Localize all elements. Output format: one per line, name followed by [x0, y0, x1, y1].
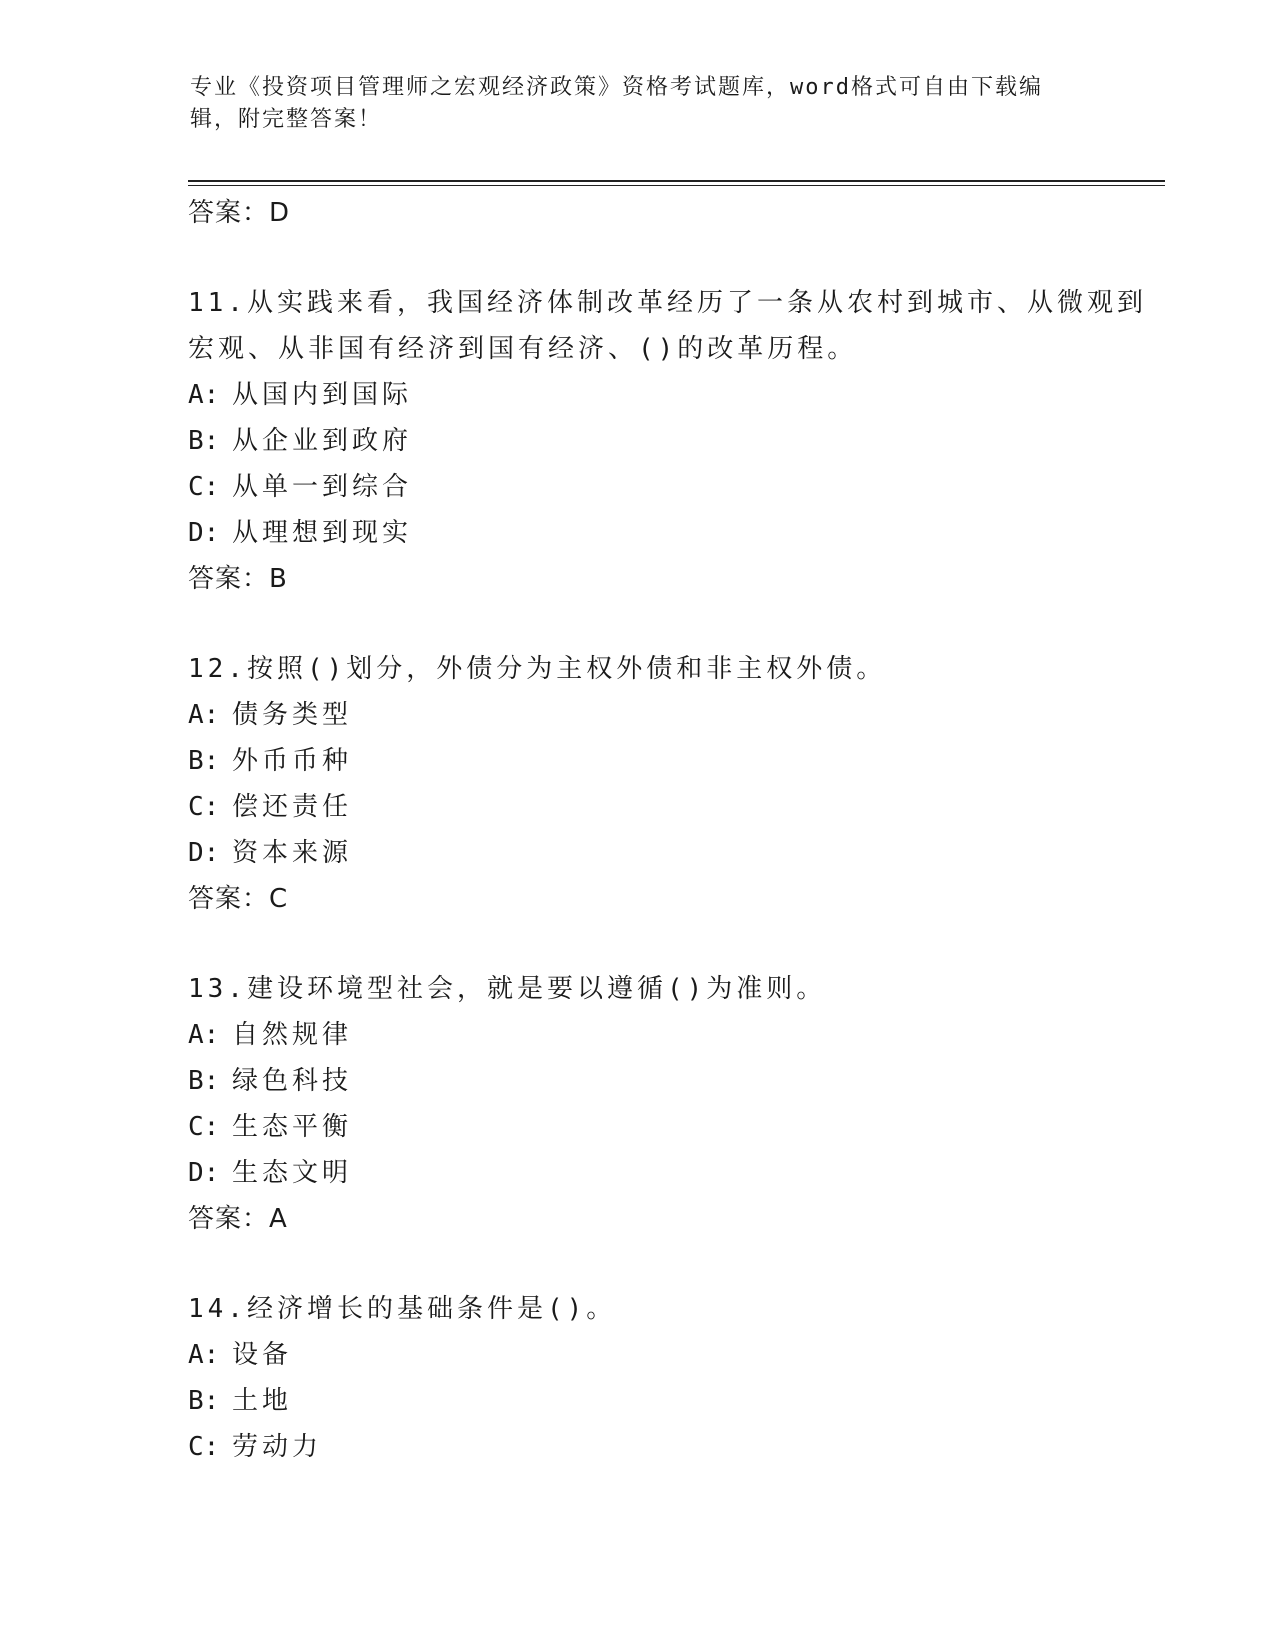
- option-text: 从企业到政府: [232, 426, 413, 456]
- option-row: [188, 1150, 1148, 1196]
- option-row: [188, 510, 1148, 556]
- option-letter: A:: [188, 700, 220, 730]
- option-row: [188, 1332, 1148, 1378]
- option-row: [188, 1104, 1148, 1150]
- option-letter: B:: [188, 1066, 220, 1096]
- question-block: [188, 1286, 1148, 1470]
- option-text: 债务类型: [232, 700, 353, 730]
- answer-label: 答案：: [188, 884, 270, 914]
- answer-value: B: [269, 564, 288, 594]
- option-text: 自然规律: [232, 1020, 353, 1050]
- option-text: 从理想到现实: [232, 518, 413, 548]
- header-divider-thick: [188, 180, 1165, 182]
- option-row: [188, 418, 1148, 464]
- answer-line: [188, 190, 1148, 236]
- question-text: 11.从实践来看，我国经济体制改革经历了一条从农村到城市、从微观到宏观、从非国有经济到国有经济、()的改革历程。: [188, 288, 1147, 364]
- answer-value: D: [269, 198, 291, 228]
- option-row: [188, 1012, 1148, 1058]
- option-text: 绿色科技: [232, 1066, 353, 1096]
- document-header: 专业《投资项目管理师之宏观经济政策》资格考试题库，word格式可自由下载编辑，附完整答案！: [190, 75, 1043, 132]
- option-text: 土地: [232, 1386, 293, 1416]
- answer-line: [188, 556, 1148, 602]
- header-divider-thin: [188, 185, 1165, 186]
- question-block: [188, 280, 1148, 602]
- option-text: 偿还责任: [232, 792, 353, 822]
- option-text: 生态平衡: [232, 1112, 353, 1142]
- question-text: 13.建设环境型社会，就是要以遵循()为准则。: [188, 974, 827, 1004]
- option-row: [188, 1424, 1148, 1470]
- answer-label: 答案：: [188, 564, 270, 594]
- option-row: [188, 830, 1148, 876]
- option-letter: C:: [188, 472, 220, 502]
- option-text: 劳动力: [232, 1432, 323, 1462]
- option-letter: D:: [188, 518, 220, 548]
- option-row: [188, 738, 1148, 784]
- option-row: [188, 464, 1148, 510]
- option-letter: C:: [188, 1432, 220, 1462]
- option-row: [188, 1378, 1148, 1424]
- question-list: [188, 190, 1148, 1470]
- option-text: 资本来源: [232, 838, 353, 868]
- option-text: 外币币种: [232, 746, 353, 776]
- option-row: [188, 1058, 1148, 1104]
- answer-label: 答案：: [188, 198, 270, 228]
- option-letter: B:: [188, 426, 220, 456]
- option-text: 从单一到综合: [232, 472, 413, 502]
- question-text: 12.按照()划分，外债分为主权外债和非主权外债。: [188, 654, 887, 684]
- answer-value: A: [269, 1204, 288, 1234]
- answer-label: 答案：: [188, 1204, 270, 1234]
- option-letter: A:: [188, 1340, 220, 1370]
- option-letter: A:: [188, 1020, 220, 1050]
- question-block: [188, 646, 1148, 922]
- option-row: [188, 372, 1148, 418]
- option-letter: B:: [188, 1386, 220, 1416]
- option-letter: C:: [188, 1112, 220, 1142]
- option-text: 生态文明: [232, 1158, 353, 1188]
- question-text: 14.经济增长的基础条件是()。: [188, 1294, 617, 1324]
- answer-line: [188, 876, 1148, 922]
- option-text: 设备: [232, 1340, 293, 1370]
- option-letter: A:: [188, 380, 220, 410]
- option-letter: B:: [188, 746, 220, 776]
- option-text: 从国内到国际: [232, 380, 413, 410]
- answer-value: C: [269, 884, 289, 914]
- option-letter: C:: [188, 792, 220, 822]
- question-block: [188, 966, 1148, 1242]
- option-letter: D:: [188, 838, 220, 868]
- answer-line: [188, 1196, 1148, 1242]
- option-row: [188, 692, 1148, 738]
- option-letter: D:: [188, 1158, 220, 1188]
- option-row: [188, 784, 1148, 830]
